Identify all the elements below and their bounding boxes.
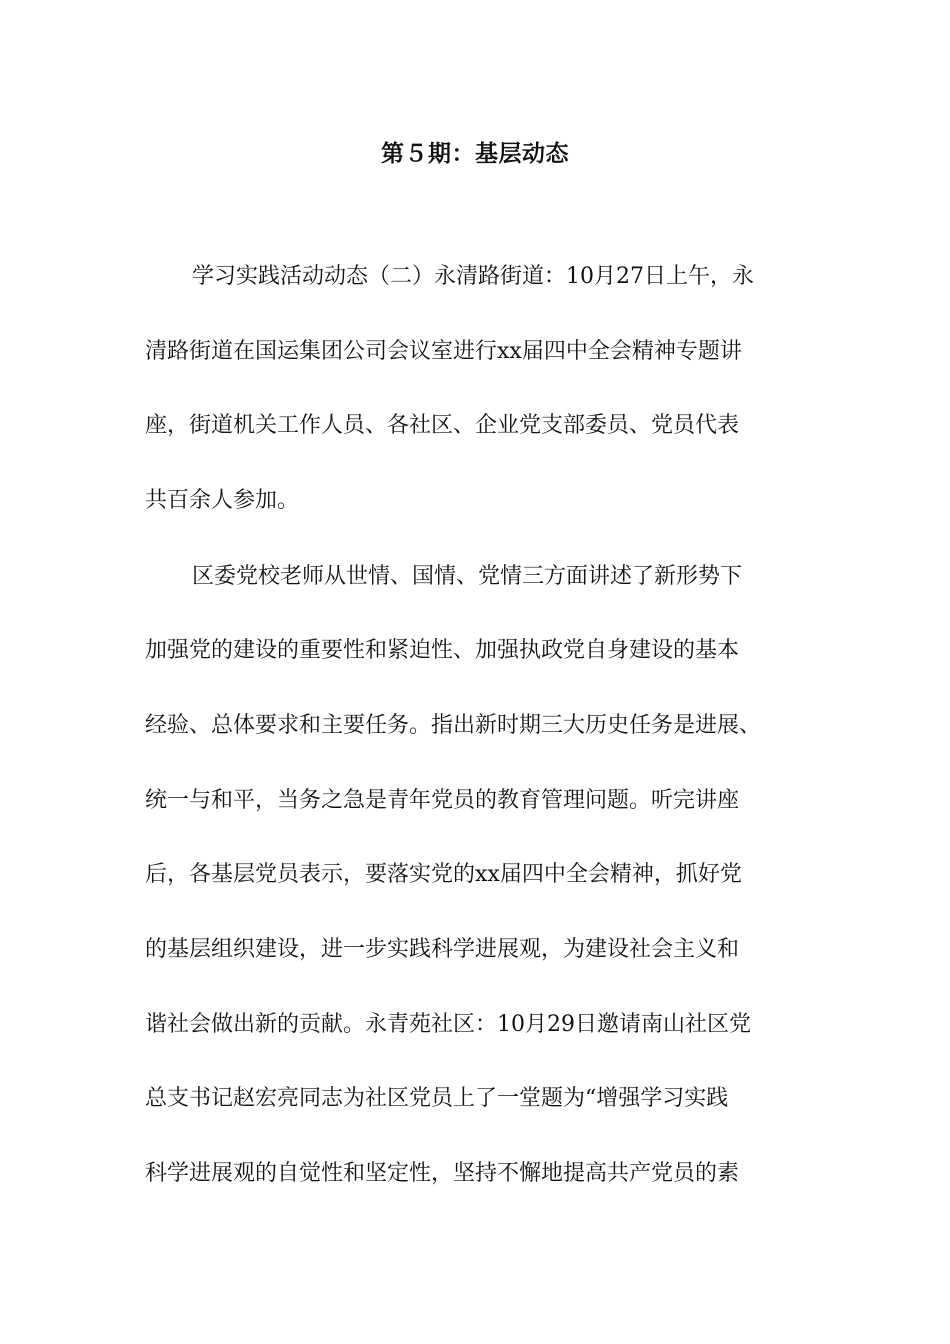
paragraph-2-line-7: 谐社会做出新的贡献。永青苑社区：10月29日邀请南山社区党 bbox=[145, 1012, 751, 1037]
document-title: 第５期：基层动态 bbox=[381, 141, 569, 167]
paragraph-2-line-9: 科学进展观的自觉性和坚定性，坚持不懈地提高共产党员的素 bbox=[145, 1161, 740, 1186]
paragraph-1-line-2: 清路街道在国运集团公司会议室进行xx届四中全会精神专题讲 bbox=[145, 339, 742, 364]
paragraph-2-line-1: 区委党校老师从世情、国情、党情三方面讲述了新形势下 bbox=[192, 564, 743, 589]
paragraph-2-line-4: 统一与和平，当务之急是青年党员的教育管理问题。听完讲座 bbox=[145, 788, 740, 813]
paragraph-1-line-1: 学习实践活动动态（二）永清路街道：10月27日上午，永 bbox=[192, 264, 754, 289]
paragraph-2-line-3: 经验、总体要求和主要任务。指出新时期三大历史任务是进展、 bbox=[145, 713, 762, 738]
paragraph-1-line-3: 座，街道机关工作人员、各社区、企业党支部委员、党员代表 bbox=[145, 413, 740, 438]
paragraph-2-line-5: 后，各基层党员表示，要落实党的xx届四中全会精神，抓好党 bbox=[145, 862, 742, 887]
paragraph-2-line-6: 的基层组织建设，进一步实践科学进展观，为建设社会主义和 bbox=[145, 937, 740, 962]
paragraph-1-line-4: 共百余人参加。 bbox=[145, 488, 300, 513]
paragraph-2-line-2: 加强党的建设的重要性和紧迫性、加强执政党自身建设的基本 bbox=[145, 638, 740, 663]
paragraph-2-line-8: 总支书记赵宏亮同志为社区党员上了一堂题为“增强学习实践 bbox=[145, 1086, 729, 1111]
